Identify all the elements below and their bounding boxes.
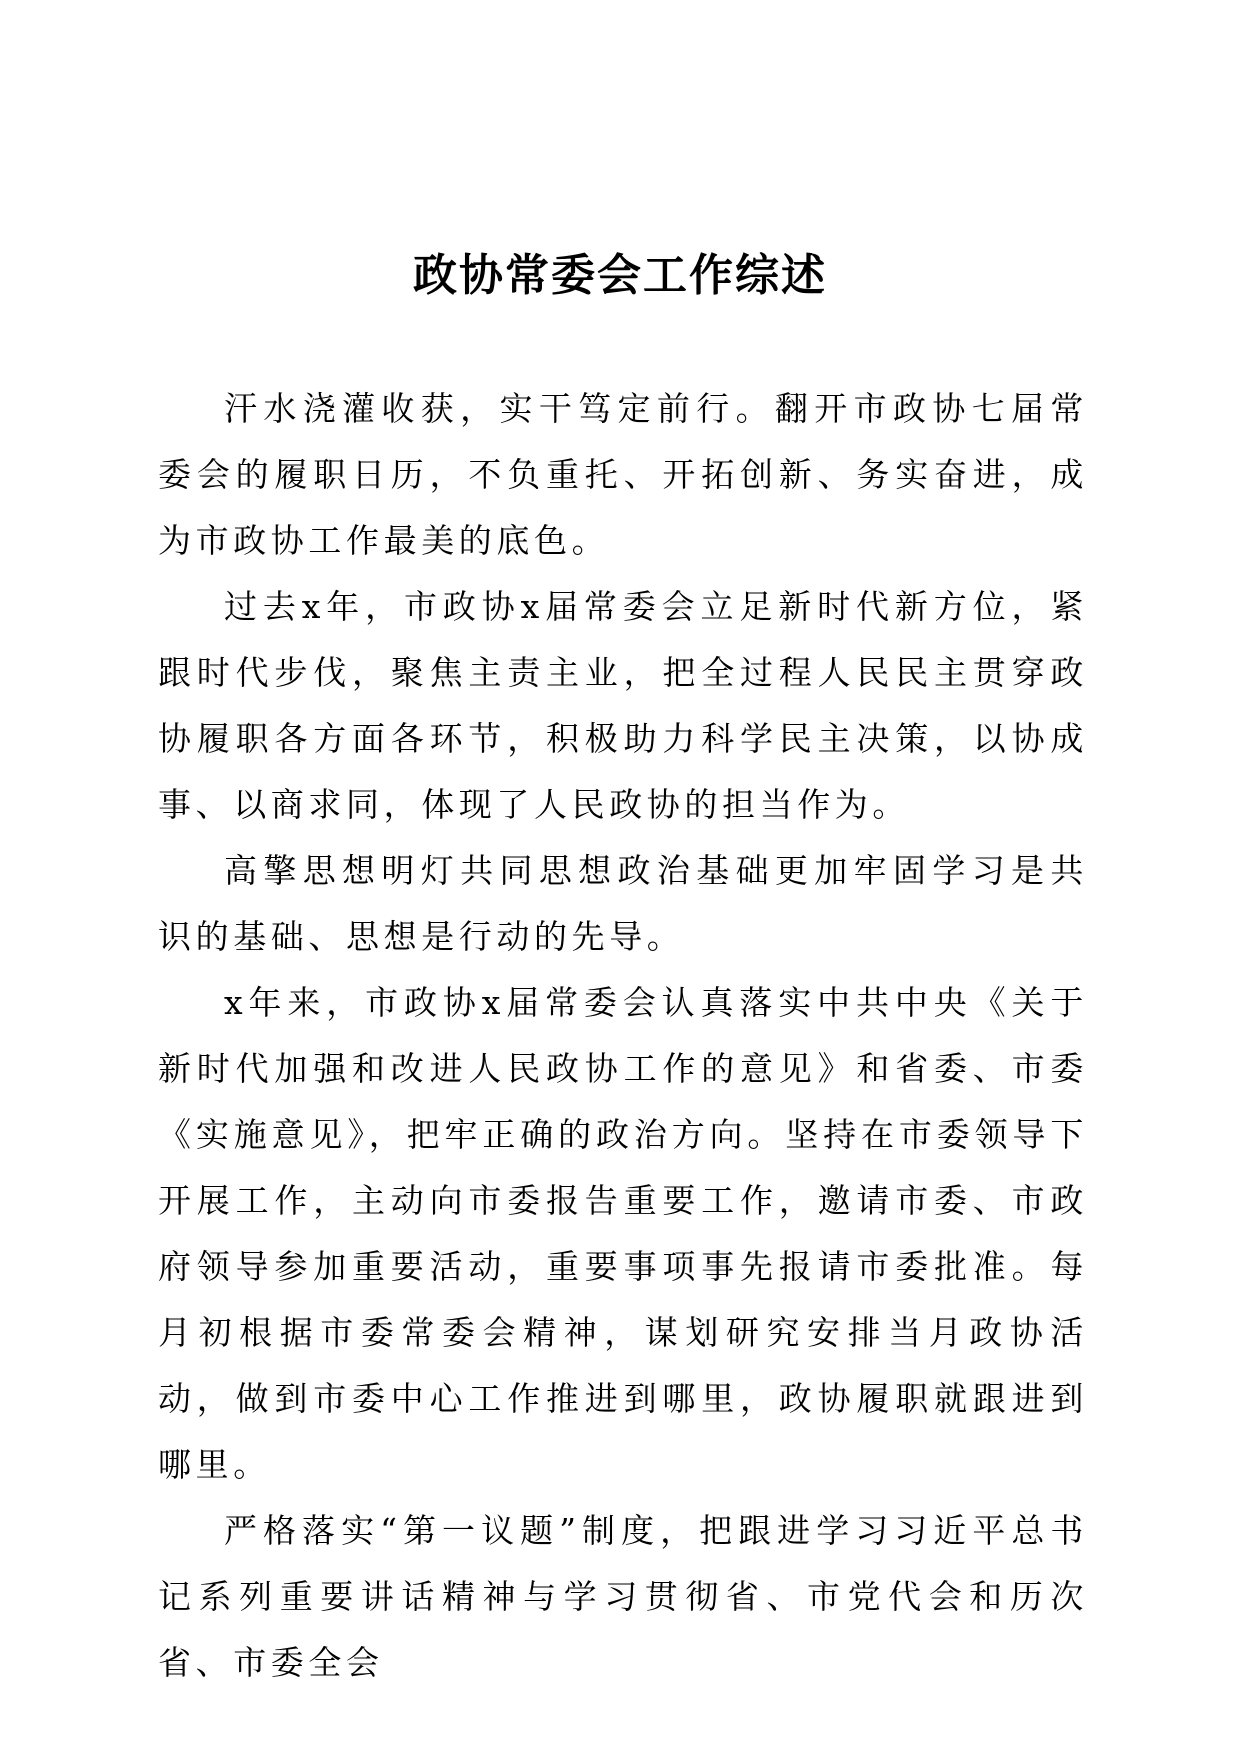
paragraph: 汗水浇灌收获，实干笃定前行。翻开市政协七届常委会的履职日历，不负重托、开拓创新、务实奋进，成为市政协工作最美的底色。 [158, 389, 1088, 560]
paragraph: 过去x年，市政协x届常委会立足新时代新方位，紧跟时代步伐，聚焦主责主业，把全过程人民民主贯穿政协履职各方面各环节，积极助力科学民主决策，以协成事、以商求同，体现了人民政协的担当作为。 [158, 587, 1088, 824]
document-title: 政协常委会工作综述 [413, 250, 827, 301]
document-body [158, 376, 1088, 1696]
paragraph: x年来，市政协x届常委会认真落实中共中央《关于新时代加强和改进人民政协工作的意见》和省委、市委《实施意见》，把牢正确的政治方向。坚持在市委领导下开展工作，主动向市委报告重要工作，邀请市委、市政府领导参加重要活动，重要事项事先报请市委批准。每月初根据市委常委会精神，谋划研究安排当月政协活动，做到市委中心工作推进到哪里，政协履职就跟进到哪里。 [158, 983, 1088, 1484]
paragraph: 高擎思想明灯共同思想政治基础更加牢固学习是共识的基础、思想是行动的先导。 [158, 851, 1088, 956]
paragraph: 严格落实“第一议题”制度，把跟进学习习近平总书记系列重要讲话精神与学习贯彻省、市党代会和历次省、市委全会 [158, 1511, 1088, 1682]
